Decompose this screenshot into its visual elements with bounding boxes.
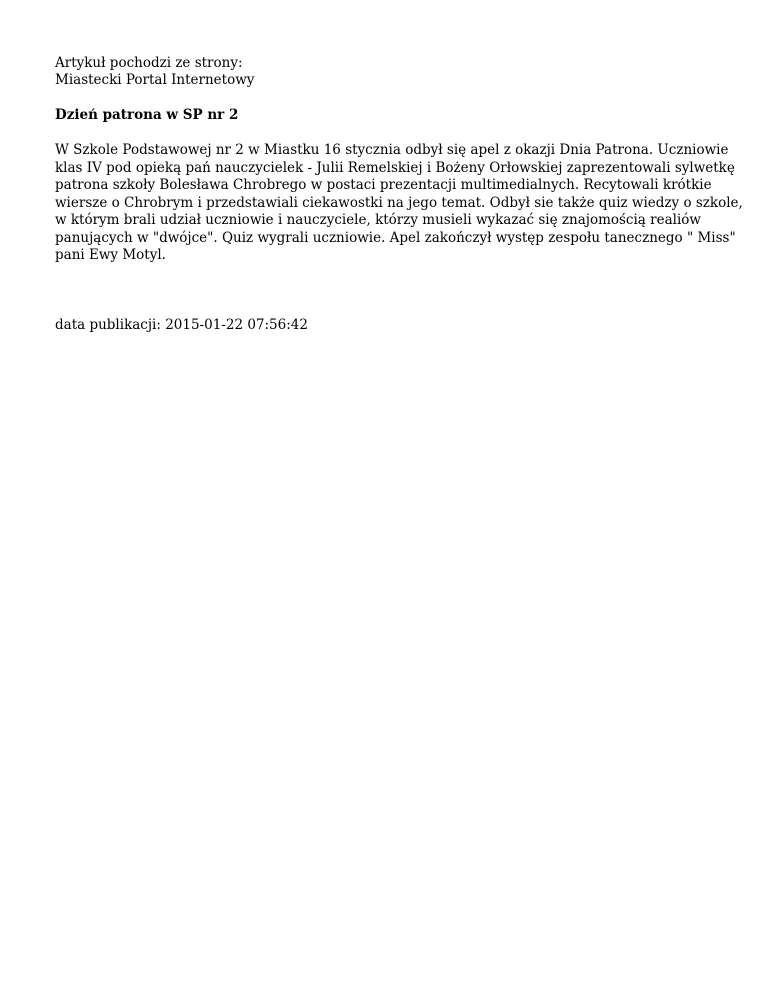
article-body-line: wiersze o Chrobrym i przedstawiali ciekawostki na jego temat. Odbył sie także quiz wiedzy o szkole, (55, 194, 743, 211)
article-body-line: klas IV pod opieką pań nauczycielek - Julii Remelskiej i Bożeny Orłowskiej zaprezentowali sylwetkę (55, 159, 735, 176)
source-portal-name: Miastecki Portal Internetowy (55, 72, 255, 88)
article-title: Dzień patrona w SP nr 2 (55, 107, 239, 123)
article-body-line: patrona szkoły Bolesława Chrobrego w postaci prezentacji multimedialnych. Recytowali krótkie (55, 177, 712, 193)
document-page (55, 0, 743, 334)
article-body-line: panujących w "dwójce". Quiz wygrali uczniowie. Apel zakończył występ zespołu tanecznego " Miss" (55, 229, 736, 246)
article-body-line: w którym brali udział uczniowie i nauczyciele, którzy musieli wykazać się znajomością realiów (55, 212, 701, 228)
source-label: Artykuł pochodzi ze strony: (55, 55, 243, 71)
article-body (55, 142, 743, 265)
article-body-line: W Szkole Podstawowej nr 2 w Miastku 16 stycznia odbył się apel z okazji Dnia Patrona. Uczniowie (55, 142, 729, 158)
publication-date: data publikacji: 2015-01-22 07:56:42 (55, 316, 308, 333)
article-body-line: pani Ewy Motyl. (55, 247, 166, 263)
source-info (55, 55, 720, 89)
